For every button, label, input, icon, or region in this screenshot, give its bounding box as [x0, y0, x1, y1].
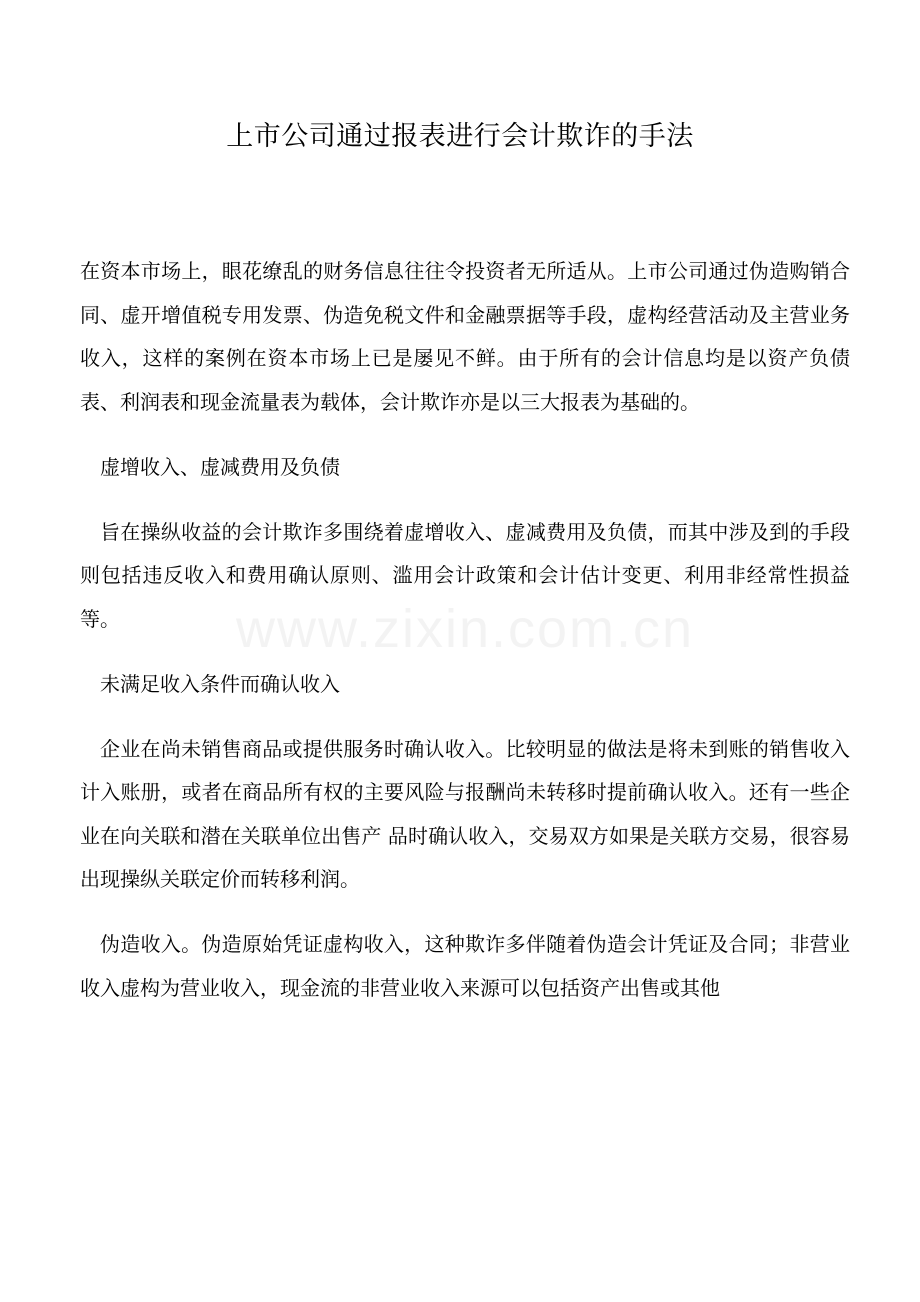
- paragraph: 旨在操纵收益的会计欺诈多围绕着虚增收入、虚减费用及负债，而其中涉及到的手段则包括违反收入和费用确认原则、滥用会计政策和会计估计变更、利用非经常性损益等。: [80, 519, 850, 631]
- watermark: www.zixin.com.cn: [235, 599, 695, 659]
- section-heading: 虚增收入、虚减费用及负债: [100, 454, 340, 479]
- document-body: [80, 250, 850, 1032]
- paragraph: 企业在尚未销售商品或提供服务时确认收入。比较明显的做法是将未到账的销售收入计入账册，或者在商品所有权的主要风险与报酬尚未转移时提前确认收入。还有一些企业在向关联和潜在关联单位出售产 品时确认收入，交易双方如果是关联方交易，很容易出现操纵关联定价而转移利润。: [80, 736, 850, 891]
- section-heading: 未满足收入条件而确认收入: [100, 671, 340, 696]
- document-title: 上市公司通过报表进行会计欺诈的手法: [226, 121, 694, 152]
- paragraph: 伪造收入。伪造原始凭证虚构收入，这种欺诈多伴随着伪造会计凭证及合同；非营业收入虚构为营业收入，现金流的非营业收入来源可以包括资产出售或其他: [80, 932, 850, 1000]
- paragraph-intro: 在资本市场上，眼花缭乱的财务信息往往令投资者无所适从。上市公司通过伪造购销合同、虚开增值税专用发票、伪造免税文件和金融票据等手段，虚构经营活动及主营业务收入，这样的案例在资本市场上已是屡见不鲜。由于所有的会计信息均是以资产负债表、利润表和现金流量表为载体，会计欺诈亦是以三大报表为基础的。: [80, 259, 850, 414]
